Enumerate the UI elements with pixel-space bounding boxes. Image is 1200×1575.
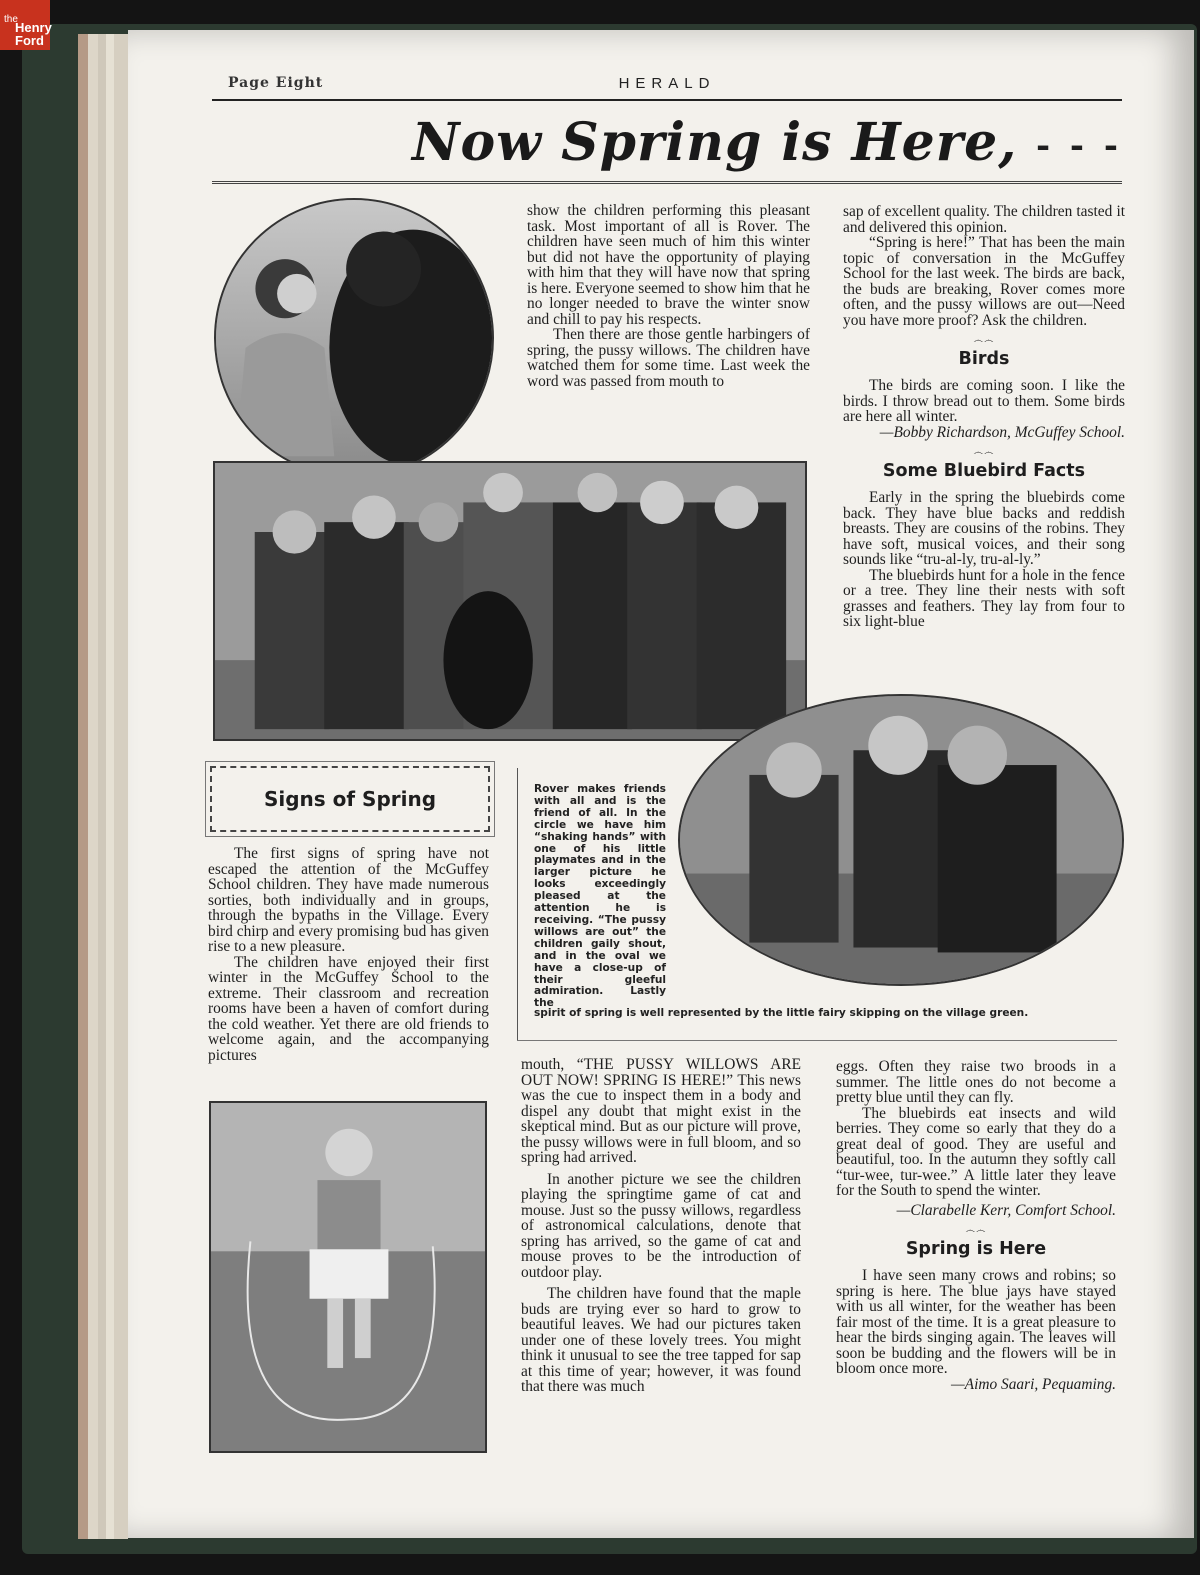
photo-oval-pussy-willows — [678, 694, 1124, 986]
section-title-signs-of-spring: Signs of Spring — [263, 787, 437, 811]
article-paragraph: Then there are those gentle harbingers of spring, the pussy willows. The children have watched them for some time. Last week the word was passed from mouth to — [527, 326, 810, 390]
photo-caption: Rover makes friends with all and is the friend of all. In the circle we have him “shaking hands” with one of his little playmates and in the larger picture he looks exceedingly pleased at the attention he is receiving. “The pussy willows are out” the children gaily shout, and in the oval we have a close-up of their gleeful admiration. Lastly the — [534, 783, 666, 1010]
caption-rule-vertical — [517, 768, 518, 1040]
column-bottom-right — [836, 1059, 1116, 1392]
logo-text-the: the — [4, 14, 18, 25]
article-paragraph: show the children performing this pleasant task. Most important of all is Rover. The children have seen much of him this winter but did not have the opportunity of playing with him that they will have now that spring is here. Everyone seemed to show him that he no longer needed to brave the winter snow and chill to pay his respects. — [527, 202, 810, 328]
column-top-middle — [527, 203, 810, 389]
article-paragraph: “Spring is here!” That has been the main topic of conversation in the McGuffey School for the last week. The birds are back, the buds are breaking, Rover comes more often, and the pussy willows are out—Need you have more proof? Ask the children. — [843, 234, 1125, 329]
photo-circle-rover — [214, 198, 494, 478]
section-title-birds: Birds — [958, 349, 1010, 369]
author-signature: —Bobby Richardson, McGuffey School. — [879, 423, 1125, 441]
headline-banner — [212, 112, 1122, 184]
section-title-bluebird-facts: Some Bluebird Facts — [882, 461, 1086, 481]
article-paragraph: The first signs of spring have not escaped the attention of the McGuffey School children. They have made numerous sorties, both individually and in groups, through the bypaths in the Village. Every bird chirp and every promising bud has given rise to a new pleasure. — [208, 845, 489, 955]
column-bottom-middle — [521, 1057, 801, 1395]
section-title-spring-is-here: Spring is Here — [905, 1239, 1047, 1259]
article-paragraph: Early in the spring the bluebirds come back. They have blue backs and reddish breasts. They are cousins of the robins. They have soft, musical voices, and their song sounds like “tru-al-ly, tru-al-ly.” — [843, 489, 1125, 568]
masthead: HERALD — [618, 75, 716, 92]
ornament-divider: ෴෴ — [973, 447, 995, 458]
column-signs-of-spring — [208, 846, 489, 1063]
article-paragraph: I have seen many crows and robins; so spring is here. The blue jays have stayed with us all winter, for the weather has been fair most of the time. It is a great pleasure to hear the birds singing again. The leaves will soon be budding and the flowers will be in bloom once more. — [836, 1267, 1116, 1377]
ornament-divider: ෴෴ — [965, 1225, 987, 1236]
article-paragraph: The children have found that the maple buds are trying ever so hard to grow to beautiful leaves. We had our pictures taken under one of these lovely trees. You might think it unusual to see the tree tapped for sap at this time of year; however, it was found that there was much — [521, 1285, 801, 1395]
photo-skipping-girl — [209, 1101, 487, 1453]
headline-title: Now Spring is Here, — [412, 112, 1018, 173]
ornament-divider: ෴෴ — [973, 335, 995, 346]
photo-caption-tail: spirit of spring is well represented by the little fairy skipping on the village green. — [534, 1007, 1029, 1019]
article-paragraph: eggs. Often they raise two broods in a summer. The little ones do not become a pretty blue until they can fly. — [836, 1058, 1116, 1106]
column-top-right — [843, 204, 1125, 630]
article-paragraph: mouth, “THE PUSSY WILLOWS ARE OUT NOW! SPRING IS HERE!” This news was the cue to inspect them in a body and dispel any doubt that might exist in the skeptical mind. But as our picture will prove, the pussy willows were in full bloom, and so spring had arrived. — [521, 1056, 801, 1166]
page-edges — [78, 34, 128, 1539]
article-paragraph: The birds are coming soon. I like the birds. I throw bread out to them. Some birds are here all winter. — [843, 377, 1125, 425]
running-header — [212, 75, 1122, 101]
article-paragraph: The bluebirds hunt for a hole in the fence or a tree. They line their nests with soft grasses and feathers. They lay from four to six light-blue — [843, 566, 1125, 630]
page-number-label: Page Eight — [228, 75, 324, 91]
henry-ford-logo — [0, 0, 50, 50]
article-paragraph: sap of excellent quality. The children tasted it and delivered this opinion. — [843, 203, 1125, 236]
photo-group-children — [213, 461, 807, 741]
article-paragraph: The children have enjoyed their first winter in the McGuffey School to the extreme. Their classroom and recreation rooms have been a haven of comfort during the cold weather. Yet there are old friends to welcome again, and the accompanying pictures — [208, 953, 489, 1064]
logo-text-ford: Ford — [15, 33, 44, 48]
article-paragraph: The bluebirds eat insects and wild berries. They come so early that they do a great deal of good. They are useful and beautiful, too. In the autumn they softly call “tur-wee, tur-wee.” A little later they leave for the South to spend the winter. — [836, 1104, 1116, 1199]
signs-of-spring-box — [210, 766, 490, 832]
author-signature: —Aimo Saari, Pequaming. — [950, 1375, 1116, 1393]
author-signature: —Clarabelle Kerr, Comfort School. — [896, 1201, 1116, 1219]
logo-text-henry: Henry — [15, 20, 52, 35]
article-paragraph: In another picture we see the children playing the springtime game of cat and mouse. Just so the pussy willows, regardless of astronomical calculations, denote that spring has arrived, so the game of cat and mouse proves to be the introduction of outdoor play. — [521, 1170, 801, 1281]
caption-rule-horizontal — [517, 1040, 1117, 1041]
headline-dashes: - - - — [1035, 126, 1122, 166]
